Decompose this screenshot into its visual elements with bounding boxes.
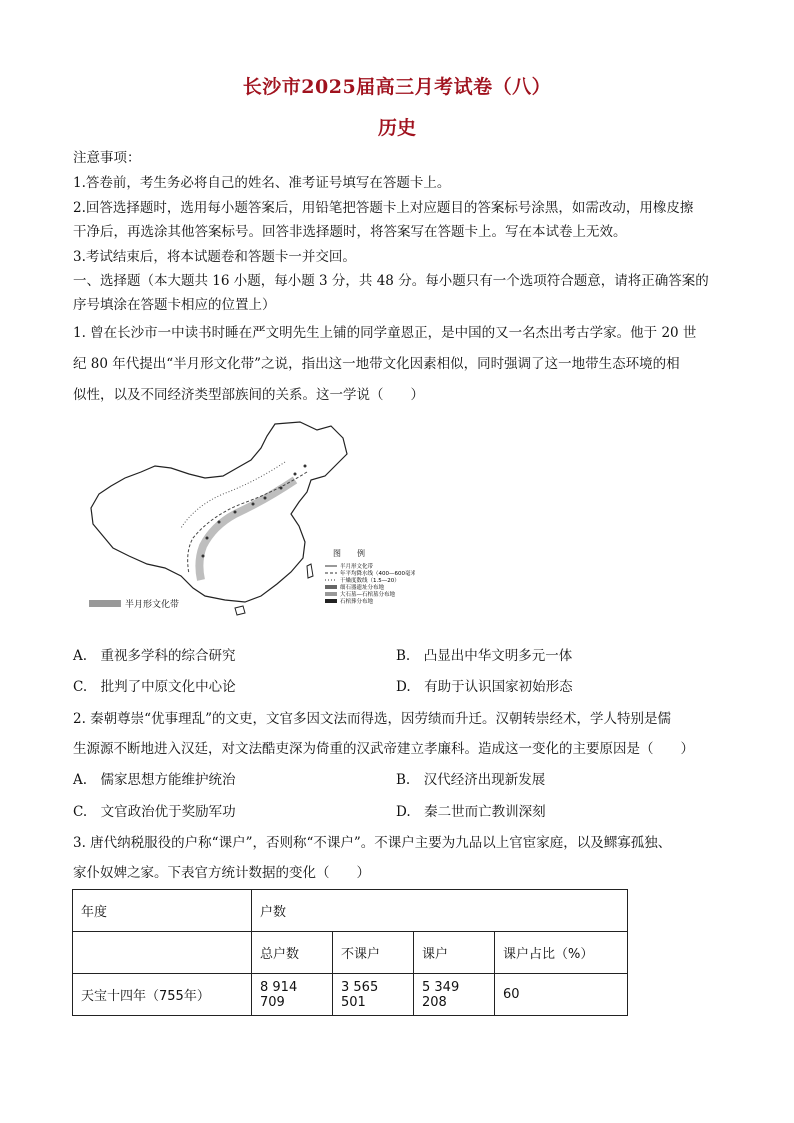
q1-option-d: D. 有助于认识国家初始形态 [396, 679, 573, 695]
subheader-tax: 课户 [414, 932, 495, 974]
map-caption-swatch [89, 600, 121, 607]
china-map-figure [85, 418, 415, 618]
table-row [73, 974, 628, 1016]
notes-heading: 注意事项： [73, 150, 141, 166]
section-heading-cont: 序号填涂在答题卡相应的位置上） [73, 297, 276, 313]
legend-item-5: 大石墓—石棺墓分布地 [340, 592, 396, 598]
exam-title: 长沙市2025届高三月考试卷（八） [242, 76, 552, 98]
table-header-row [73, 890, 628, 932]
q1-stem-line-1: 1. 曾在长沙市一中读书时睡在严文明先生上铺的同学童恩正，是中国的又一名杰出考古学家。他于 20 世 [73, 325, 697, 341]
note-item-2: 2.回答选择题时，选用每小题答案后，用铅笔把答题卡上对应题目的答案标号涂黑，如需改动，用橡皮擦 [73, 200, 694, 216]
subheader-ratio: 课户占比（%） [495, 932, 628, 974]
note-item-2-cont: 干净后，再选涂其他答案标号。回答非选择题时，将答案写在答题卡上。写在本试卷上无效。 [73, 224, 627, 240]
q2-option-d: D. 秦二世而亡教训深刻 [396, 804, 546, 820]
q2-option-a: A. 儒家思想方能维护统治 [73, 772, 236, 788]
note-item-3: 3.考试结束后，将本试题卷和答题卡一并交回。 [73, 249, 356, 265]
q1-option-c: C. 批判了中原文化中心论 [73, 679, 236, 695]
legend-item-3: 干燥度数线（1.5—20） [340, 578, 400, 584]
hainan-island [235, 606, 245, 615]
cell-tax: 5 349 208 [414, 974, 495, 1016]
cell-total: 8 914 709 [252, 974, 333, 1016]
q2-stem-line-2: 生源源不断地进入汉廷，对文法酷吏深为倚重的汉武帝建立孝廉科。造成这一变化的主要原因是（ ） [73, 741, 694, 757]
household-table [72, 889, 628, 1016]
table-subheader-row [73, 932, 628, 974]
q2-option-c: C. 文官政治优于奖励军功 [73, 804, 236, 820]
subheader-non-tax: 不课户 [333, 932, 414, 974]
q1-option-a: A. 重视多学科的综合研究 [73, 648, 236, 664]
q1-stem-line-2: 纪 80 年代提出“半月形文化带”之说，指出这一地带文化因素相似，同时强调了这一地带生态环境的相 [73, 356, 680, 372]
crescent-belt [199, 480, 295, 580]
legend-item-4: 细石器遗址分布地 [340, 585, 385, 591]
header-year: 年度 [73, 890, 252, 932]
legend-item-1: 半月形文化带 [340, 564, 374, 570]
cell-ratio: 60 [495, 974, 628, 1016]
legend-item-2: 年平均降水线（400—600毫米） [340, 571, 415, 577]
section-heading: 一、选择题（本大题共 16 小题，每小题 3 分，共 48 分。每小题只有一个选项符合题意，请将正确答案的 [73, 273, 709, 289]
subheader-total: 总户数 [252, 932, 333, 974]
map-caption: 半月形文化带 [125, 600, 180, 610]
q2-stem-line-1: 2. 秦朝尊崇“优事理乱”的文吏，文官多因文法而得选，因劳绩而升迁。汉朝转崇经术，学人特别是儒 [73, 711, 671, 727]
cell-non-tax: 3 565 501 [333, 974, 414, 1016]
note-item-1: 1.答卷前，考生务必将自己的姓名、准考证号填写在答题卡上。 [73, 175, 451, 191]
crescent-culture-map [85, 418, 415, 618]
taiwan-island [307, 564, 313, 578]
subheader-empty [73, 932, 252, 974]
header-households: 户数 [252, 890, 628, 932]
subject-title: 历史 [377, 117, 416, 139]
q1-option-b: B. 凸显出中华文明多元一体 [396, 648, 573, 664]
china-outline [91, 422, 347, 602]
legend-title: 图 例 [333, 549, 365, 558]
q3-stem-line-2: 家仆奴婢之家。下表官方统计数据的变化（ ） [73, 865, 370, 881]
q1-stem-line-3: 似性，以及不同经济类型部族间的关系。这一学说（ ） [73, 387, 424, 403]
legend-item-6: 石棺葬分布地 [340, 599, 374, 605]
cell-year: 天宝十四年（755年） [73, 974, 252, 1016]
q3-stem-line-1: 3. 唐代纳税服役的户称“课户”，否则称“不课户”。不课户主要为九品以上官宦家庭，以及鳏寡孤独、 [73, 835, 672, 851]
q2-option-b: B. 汉代经济出现新发展 [396, 772, 546, 788]
